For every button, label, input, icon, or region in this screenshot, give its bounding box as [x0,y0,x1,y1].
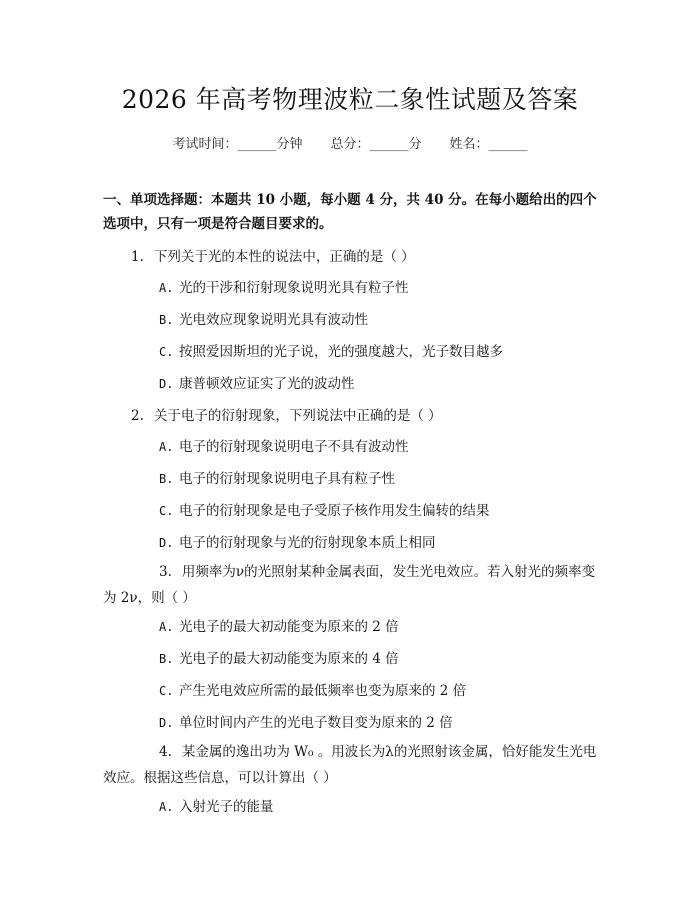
option-letter: A. [159,440,174,454]
option-1a [159,276,409,296]
option-letter: A. [159,620,174,634]
option-3b [159,647,399,667]
question-stem: 用频率为ν的光照射某种金属表面，发生光电效应。若入射光的频率变为 2ν，则（ ） [103,564,596,606]
option-2a [159,435,409,455]
option-letter: C. [159,684,174,698]
option-letter: C. [159,345,174,359]
page-title: 2026 年高考物理波粒二象性试题及答案 [121,85,579,114]
option-letter: A. [159,800,174,814]
option-text: 单位时间内产生的光电子数目变为原来的 2 倍 [179,715,453,731]
question-stem: 关于电子的衍射现象，下列说法中正确的是（ ） [153,408,442,424]
option-text: 电子的衍射现象说明电子具有粒子性 [179,471,395,487]
option-letter: D. [159,377,174,391]
option-letter: B. [159,472,174,486]
option-text: 康普顿效应证实了光的波动性 [179,376,355,392]
option-text: 电子的衍射现象是电子受原子核作用发生偏转的结果 [179,503,490,519]
exam-info-line [0,133,700,152]
option-text: 入射光子的能量 [179,799,274,815]
student-name-field: 姓名：______ [449,137,528,152]
option-2d [159,531,436,551]
question-4 [103,739,603,791]
question-3 [103,559,603,611]
option-text: 按照爱因斯坦的光子说，光的强度越大，光子数目越多 [179,344,503,360]
exam-time-field: 考试时间：______分钟 [172,137,303,152]
option-text: 电子的衍射现象说明电子不具有波动性 [179,439,409,455]
total-score-field: 总分：______分 [330,137,422,152]
option-1c [159,340,503,360]
option-letter: A. [159,281,174,295]
option-letter: B. [159,313,174,327]
section-heading: 一、单项选择题：本题共 10 小题，每小题 4 分，共 40 分。在每小题给出的四个选项中，只有一项是符合题目要求的。 [103,192,597,232]
question-1 [131,245,415,265]
option-3d [159,711,453,731]
option-text: 电子的衍射现象与光的衍射现象本质上相同 [179,535,436,551]
option-letter: D. [159,536,174,550]
question-stem: 下列关于光的本性的说法中，正确的是（ ） [153,249,415,265]
option-text: 光电效应现象说明光具有波动性 [179,312,368,328]
option-text: 光的干涉和衍射现象说明光具有粒子性 [179,280,409,296]
option-text: 光电子的最大初动能变为原来的 2 倍 [179,619,399,635]
option-1d [159,372,355,392]
question-number: 4. [159,744,172,760]
option-2c [159,499,490,519]
option-4a [159,795,274,815]
option-letter: D. [159,716,174,730]
option-letter: C. [159,504,174,518]
option-letter: B. [159,652,174,666]
question-number: 1. [131,249,144,265]
question-number: 2. [131,408,144,424]
option-2b [159,467,395,487]
option-3c [159,679,466,699]
question-2 [131,404,442,424]
option-3a [159,615,399,635]
option-text: 产生光电效应所需的最低频率也变为原来的 2 倍 [179,683,467,699]
option-text: 光电子的最大初动能变为原来的 4 倍 [179,651,399,667]
question-stem: 某金属的逸出功为 W₀ 。用波长为λ的光照射该金属，恰好能发生光电效应。根据这些信息，可以计算出（ ） [103,744,597,786]
option-1b [159,308,368,328]
question-number: 3. [159,564,172,580]
